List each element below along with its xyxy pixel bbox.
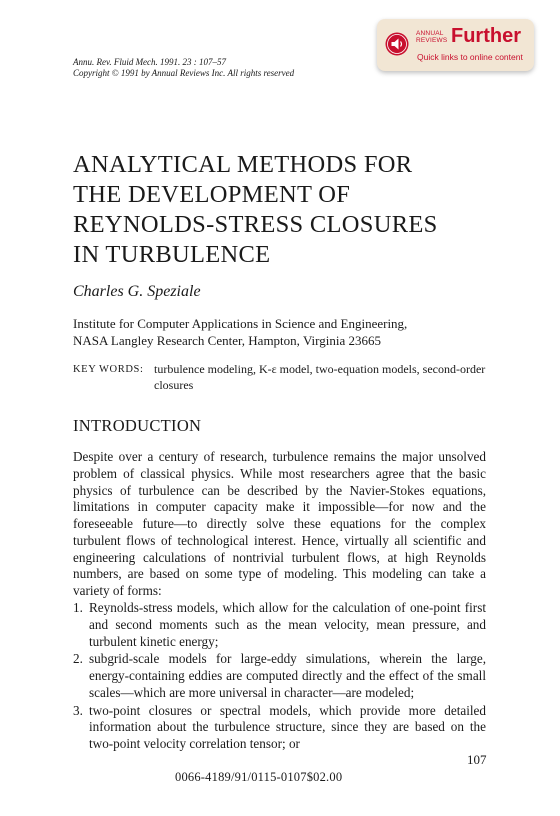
intro-paragraph: Despite over a century of research, turbulence remains the major unsolved problem of classical physics. While most researchers agree that the basic physics of turbulence can be described by the Navier-Stokes equations, limitations in computer capacity make it impossible—for now and the foreseeable future—to directly solve these equations for the complex turbulent flows of technological interest. Hence, virtually all scientific and engineering calculations of nontrivial turbulent flows, at high Reynolds numbers, are based on some type of modeling. This modeling can take a variety of forms: [73,449,486,598]
title-line: IN TURBULENCE [73,241,271,268]
badge-brand: Further [451,25,521,47]
title-line: THE DEVELOPMENT OF [73,181,351,208]
section-heading: INTRODUCTION [73,416,202,435]
article-title [73,150,438,270]
list-text: two-point closures or spectral models, which provide more detailed information about the turbulence structure, since they are based on the two-point velocity correlation tensor; or [89,702,486,751]
badge-tagline: Quick links to online content [417,52,523,62]
page-number: 107 [467,752,487,767]
badge-line1: ANNUAL [416,30,444,37]
list-number: 2. [73,651,83,667]
list-item [73,703,486,753]
list-number: 3. [73,702,83,718]
keywords-label: KEY WORDS: [73,364,144,375]
affiliation-line: NASA Langley Research Center, Hampton, Virginia 23665 [73,333,381,348]
affiliation-line: Institute for Computer Applications in Science and Engineering, [73,316,408,331]
list-item [73,651,486,701]
article-code: 0066-4189/91/0115-0107$02.00 [175,770,343,784]
model-list [73,600,486,754]
title-line: REYNOLDS-STRESS CLOSURES [73,211,438,238]
copyright-line: Copyright © 1991 by Annual Reviews Inc. All rights reserved [73,68,295,78]
keywords-text: turbulence modeling, K-ε model, two-equation models, second-order closures [154,362,486,392]
author-name: Charles G. Speziale [73,283,201,300]
title-line: ANALYTICAL METHODS FOR [73,151,413,178]
list-number: 1. [73,600,83,615]
journal-citation: Annu. Rev. Fluid Mech. 1991. 23 : 107–57 [73,57,227,67]
further-badge[interactable] [377,19,534,71]
list-text: Reynolds-stress models, which allow for the calculation of one-point first and second moments such as the mean velocity, mean pressure, and turbulent kinetic energy; [89,600,486,649]
badge-line2: REVIEWS [416,37,448,44]
list-item [73,600,486,650]
list-text: subgrid-scale models for large-eddy simulations, wherein the large, energy-containing eddies are computed directly and the effect of the small scales—which are more universal in character—are modeled; [89,651,486,700]
speaker-icon [385,32,409,56]
